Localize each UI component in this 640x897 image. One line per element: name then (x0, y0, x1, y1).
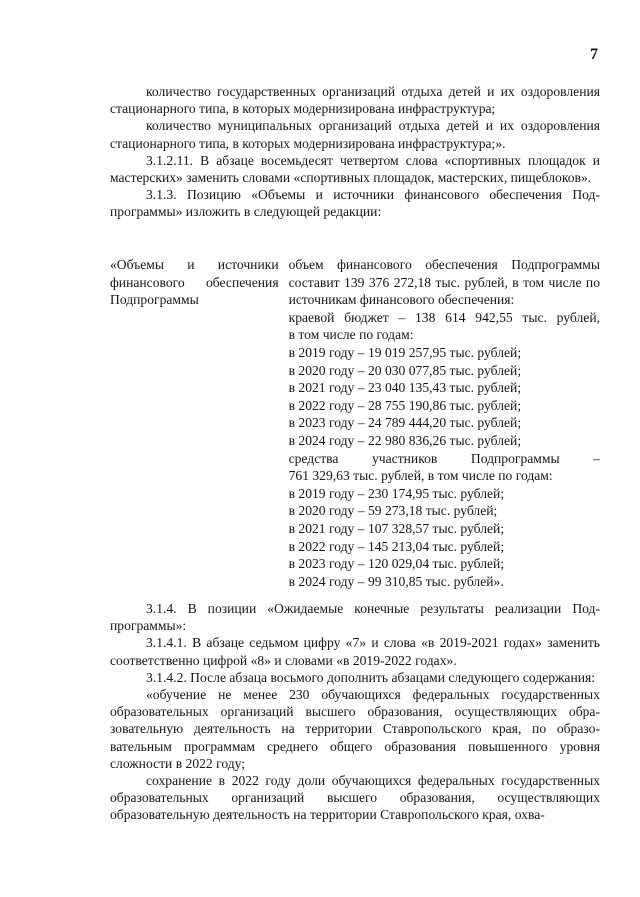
funding-year-line: в 2023 году – 24 789 444,20 тыс. рублей; (288, 415, 522, 431)
funding-year-line: в 2019 году – 19 019 257,95 тыс. рублей; (288, 344, 522, 360)
funding-year-line: в 2022 году – 28 755 190,86 тыс. рублей; (288, 397, 522, 413)
funding-year-line: в 2021 году – 23 040 135,43 тыс. рублей; (288, 380, 522, 396)
page-number: 7 (590, 46, 598, 63)
participants-year-line: в 2020 году – 59 273,18 тыс. рублей; (288, 503, 498, 519)
participants-year-line: в 2021 году – 107 328,57 тыс. рублей; (288, 520, 505, 536)
funding-year-line: в 2024 году – 22 980 836,26 тыс. рублей; (288, 432, 522, 448)
paragraph: 3.1.4.2. После абзаца восьмого дополнить абзацами следующего содержания: (146, 669, 596, 685)
paragraph: 3.1.4.1. В абзаце седьмом цифру «7» и слова «в 2019-2021 годах» заменить соответственно цифрой «8» и словами «в 2019-2022 годах». (110, 635, 600, 668)
paragraph: 3.1.4. В позиции «Ожидаемые конечные результаты реализации Подпрограммы»: (110, 601, 600, 634)
label-line: Подпрограммы (110, 292, 199, 308)
funding-table-label-cell (110, 256, 285, 590)
participants-year-line: в 2019 году – 230 174,95 тыс. рублей; (288, 485, 505, 501)
paragraph: 3.1.3. Позицию «Объемы и источники финансового обеспечения Подпрограммы» изложить в следующей редакции: (110, 187, 600, 220)
paragraph: «обучение не менее 230 обучающихся федеральных государственных образовательных организаций высшего образования, осуществляющих образовательную деятельность на территории Ставропольского края, по образовательным программам среднего общего образования повышенного уровня сложности в 2022 году; (110, 687, 600, 771)
bottom-text-block (110, 600, 600, 824)
funding-participants: средства участников Подпрограммы – (288, 450, 600, 466)
paragraph: 3.1.2.11. В абзаце восемьдесят четвертом слова «спортивных площадок и мастерских» заменить словами «спортивных площадок, мастерских, пищеблоков». (110, 152, 600, 186)
participants-year-line: в 2022 году – 145 213,04 тыс. рублей; (288, 538, 505, 554)
funding-total: объем финансового обеспечения Подпрограммы составит 139 376 272,18 тыс. рублей, в том числе по источникам финансового обеспечения: (288, 257, 600, 308)
paragraph: количество государственных организаций отдыха детей и их оздоровления стационарного типа, в которых модернизирована инфраструктура; (110, 84, 600, 117)
top-text-block (110, 83, 600, 221)
funding-krai-budget: краевой бюджет – 138 614 942,55 тыс. рублей, (288, 309, 600, 325)
paragraph: сохранение в 2022 году доли обучающихся федеральных государственных образовательных организаций высшего образования, осуществляющих образовательную деятельность на территории Ставропольского края, охва- (110, 773, 600, 823)
label-line: «Объемы и источники (110, 257, 279, 272)
participants-year-line: в 2024 году – 99 310,85 тыс. рублей». (288, 573, 504, 589)
paragraph: количество муниципальных организаций отдыха детей и их оздоровления стационарного типа, в которых модернизирована инфраструктура;». (110, 118, 600, 151)
funding-table-value-cell (285, 256, 600, 590)
funding-participants-total: 761 329,63 тыс. рублей, в том числе по годам: (288, 468, 553, 484)
label-line: финансового обеспечения (110, 274, 279, 290)
funding-year-line: в 2020 году – 20 030 077,85 тыс. рублей; (288, 362, 522, 378)
participants-year-line: в 2023 году – 120 029,04 тыс. рублей; (288, 556, 505, 572)
funding-table (110, 256, 600, 590)
funding-by-years-label: в том числе по годам: (288, 327, 414, 343)
